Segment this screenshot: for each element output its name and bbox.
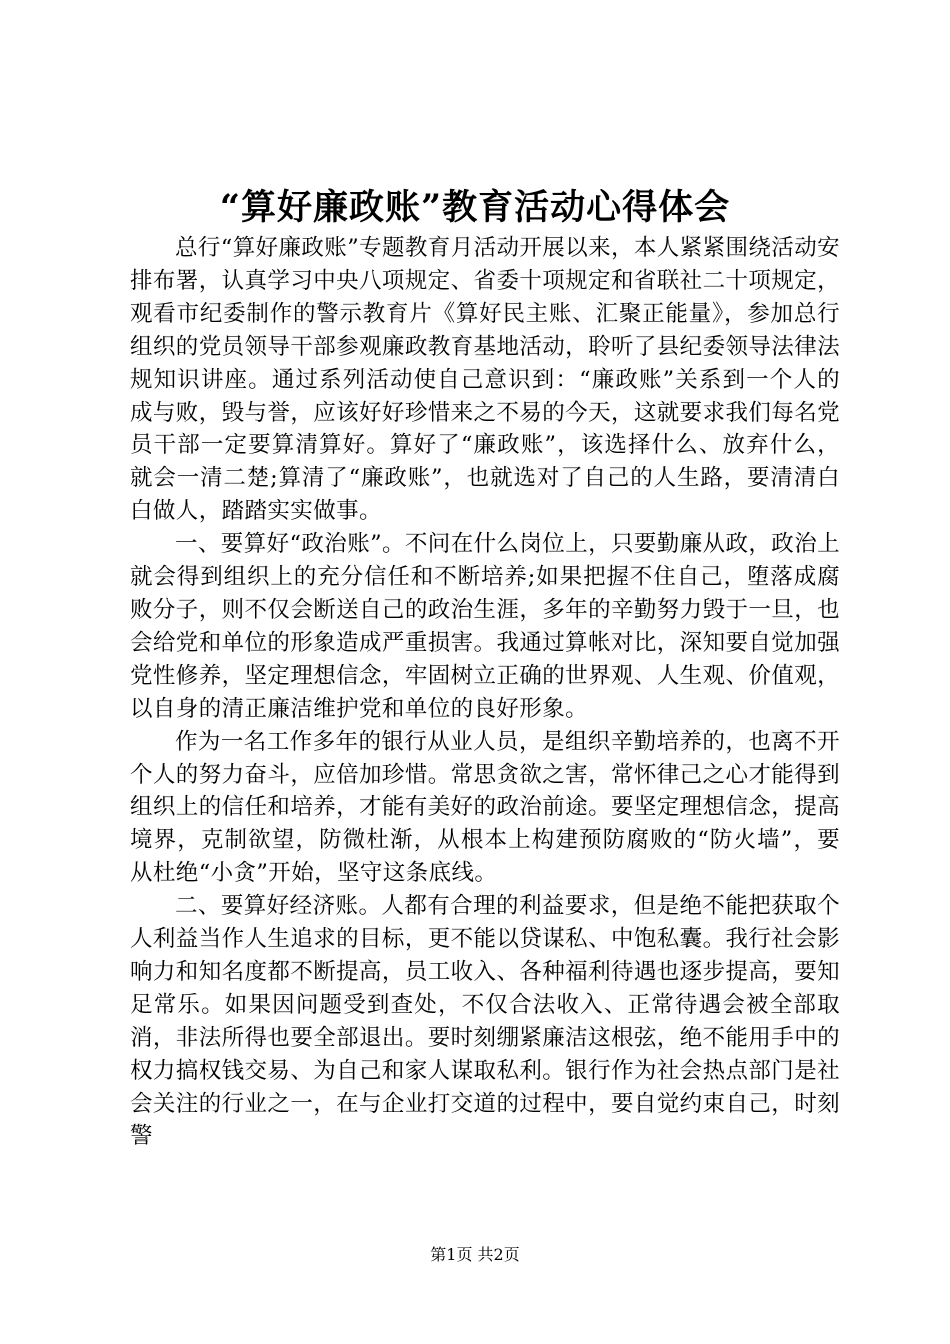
document-body [130,232,840,1153]
document-title: “算好廉政账”教育活动心得体会 [219,187,731,228]
paragraph: 二、要算好经济账。人都有合理的利益要求，但是绝不能把获取个人利益当作人生追求的目标，更不能以贷谋私、中饱私囊。我行社会影响力和知名度都不断提高，员工收入、各种福利待遇也逐步提高，要知足常乐。如果因问题受到查处，不仅合法收入、正常待遇会被全部取消，非法所得也要全部退出。要时刻绷紧廉洁这根弦，绝不能用手中的权力搞权钱交易、为自己和家人谋取私利。银行作为社会热点部门是社会关注的行业之一，在与企业打交道的过程中，要自觉约束自己，时刻警 [130,893,840,1150]
paragraph: 作为一名工作多年的银行从业人员，是组织辛勤培养的，也离不开个人的努力奋斗，应倍加珍惜。常思贪欲之害，常怀律己之心才能得到组织上的信任和培养，才能有美好的政治前途。要坚定理想信念，提高境界，克制欲望，防微杜渐，从根本上构建预防腐败的“防火墙”，要从杜绝“小贪”开始，坚守这条底线。 [130,728,840,887]
paragraph: 一、要算好“政治账”。不问在什么岗位上，只要勤廉从政，政治上就会得到组织上的充分信任和不断培养;如果把握不住自己，堕落成腐败分子，则不仅会断送自己的政治生涯，多年的辛勤努力毁于一旦，也会给党和单位的形象造成严重损害。我通过算帐对比，深知要自觉加强党性修养，坚定理想信念，牢固树立正确的世界观、人生观、价值观，以自身的清正廉洁维护党和单位的良好形象。 [130,531,841,722]
paragraph: 总行“算好廉政账”专题教育月活动开展以来，本人紧紧围绕活动安排布署，认真学习中央八项规定、省委十项规定和省联社二十项规定，观看市纪委制作的警示教育片《算好民主账、汇聚正能量》，参加总行组织的党员领导干部参观廉政教育基地活动，聆听了县纪委领导法律法规知识讲座。通过系列活动使自己意识到：“廉政账”关系到一个人的成与败，毁与誉，应该好好珍惜来之不易的今天，这就要求我们每名党员干部一定要算清算好。算好了“廉政账”，该选择什么、放弃什么，就会一清二楚;算清了“廉政账”，也就选对了自己的人生路，要清清白白做人，踏踏实实做事。 [130,235,841,525]
page-number-footer: 第1页 共2页 [430,1245,520,1264]
